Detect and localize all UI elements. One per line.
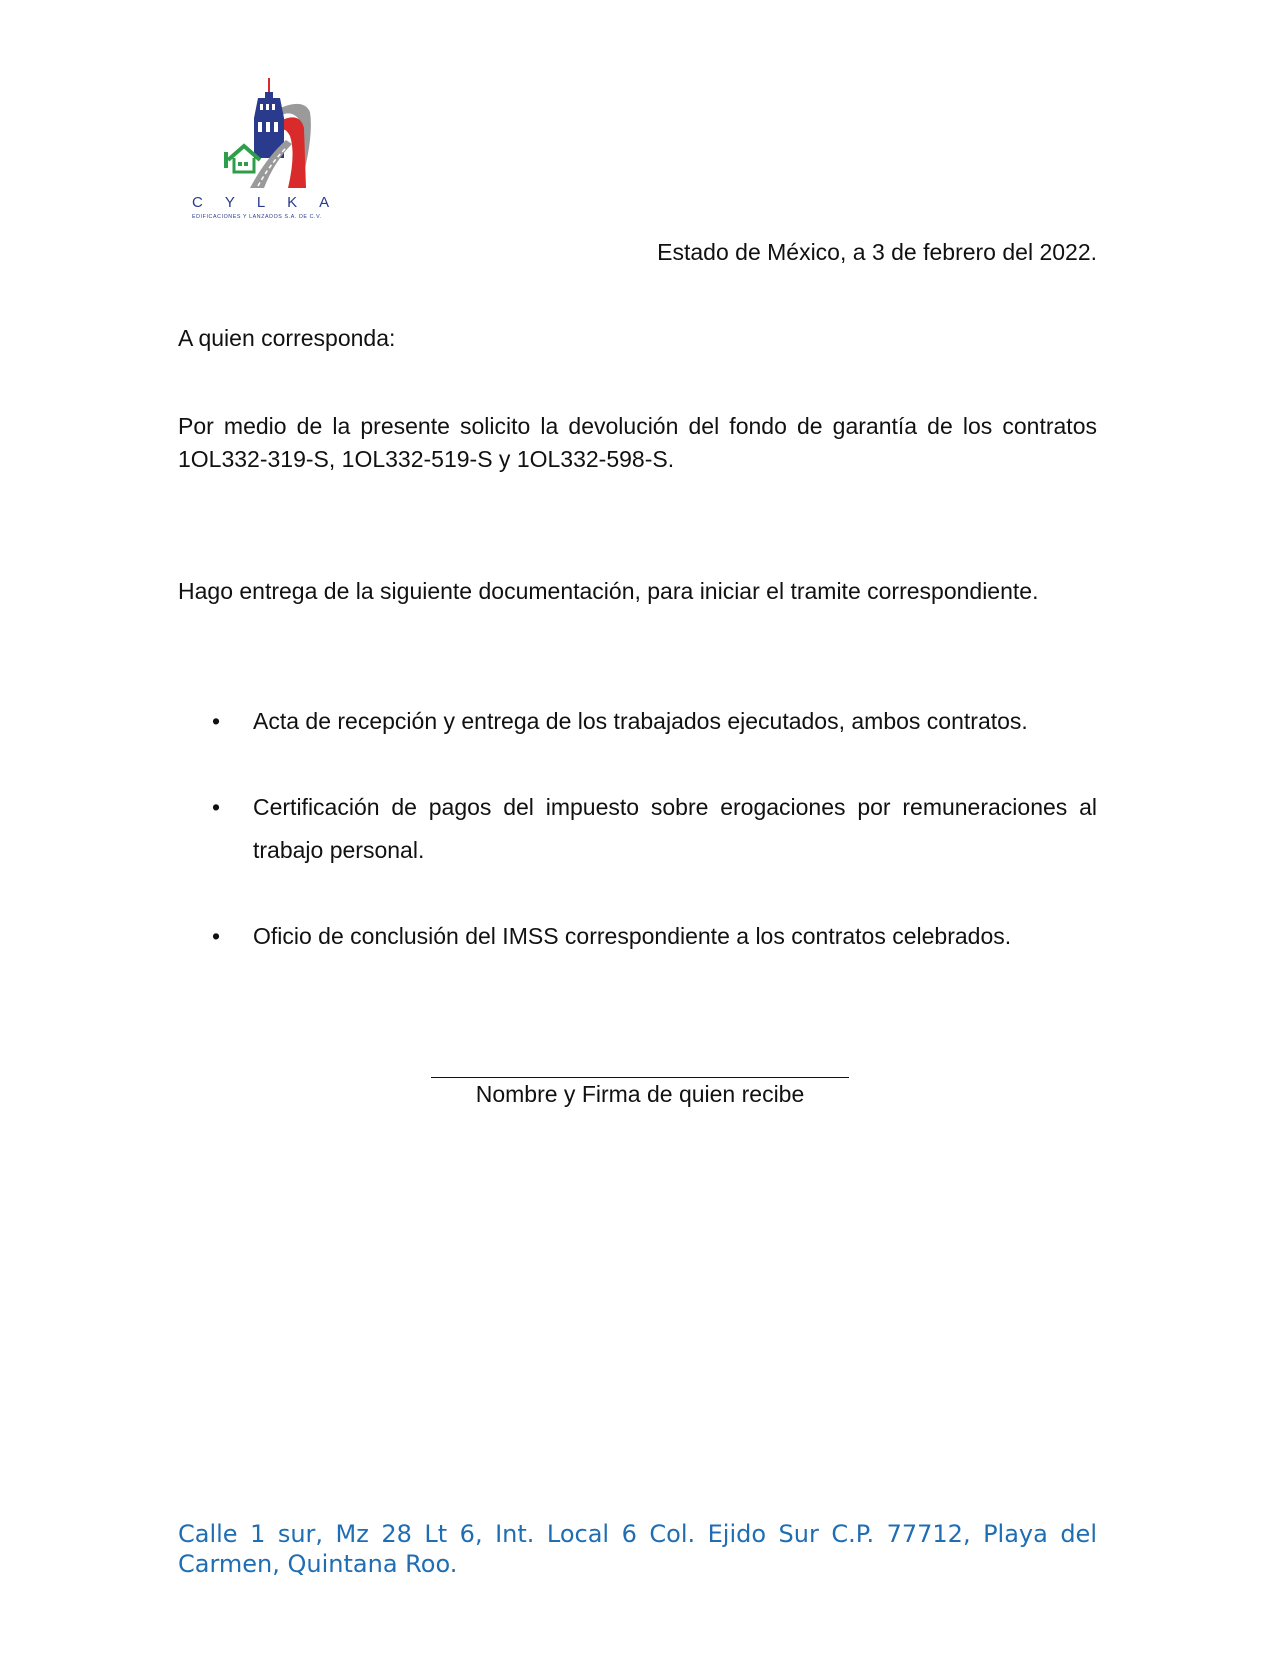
logo-name: CYLKA [192,194,352,211]
footer-address: Calle 1 sur, Mz 28 Lt 6, Int. Local 6 Col. Ejido Sur C.P. 77712, Playa del Carmen, Quintana Roo. [178,1520,1097,1578]
list-item-text: Oficio de conclusión del IMSS correspondiente a los contratos celebrados. [253,923,1012,949]
bullet-icon: • [212,708,221,734]
building-logo-icon [192,78,362,193]
list-item-text: Certificación de pagos del impuesto sobre erogaciones por remuneraciones al trabajo personal. [253,794,1097,863]
letter-salutation: A quien corresponda: [178,325,396,351]
letter-date: Estado de México, a 3 de febrero del 2022. [657,239,1097,265]
letter-paragraph-request: Por medio de la presente solicito la devolución del fondo de garantía de los contratos 1OL332-319-S, 1OL332-519-S y 1OL332-598-S. [178,413,1097,472]
logo-subtitle: EDIFICACIONES Y LANZADOS S.A. DE C.V. [192,214,322,220]
list-item-text: Acta de recepción y entrega de los trabajados ejecutados, ambos contratos. [253,708,1028,734]
signature-block [400,1040,880,1111]
bullet-icon: • [212,923,221,949]
letter-paragraph-documentation: Hago entrega de la siguiente documentación, para iniciar el tramite correspondiente. [178,578,1039,604]
signature-label: Nombre y Firma de quien recibe [475,1081,805,1107]
company-logo [192,78,362,226]
bullet-icon: • [212,794,221,820]
